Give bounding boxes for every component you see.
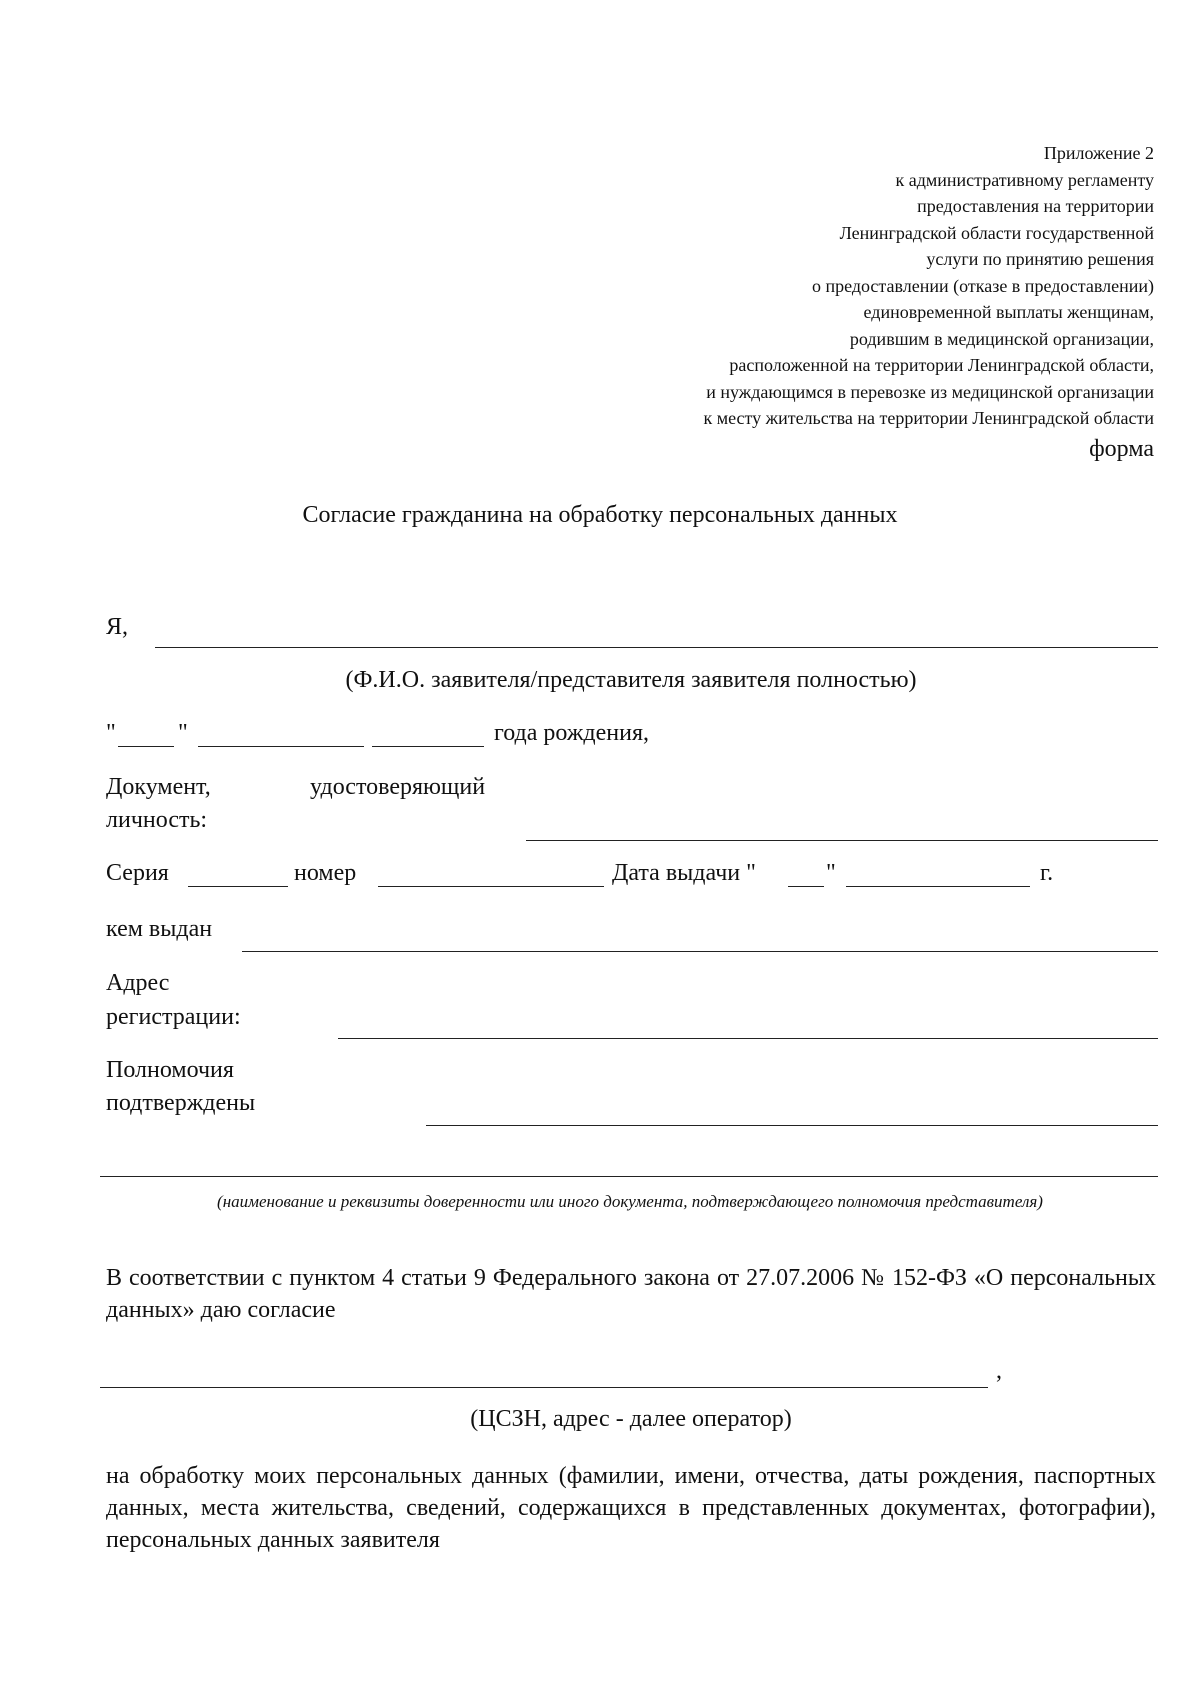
address-label-1: Адрес — [106, 970, 170, 996]
appendix-line: предоставления на территории — [917, 196, 1154, 216]
issued-by-input-line[interactable] — [242, 951, 1158, 952]
form-label: форма — [1089, 435, 1154, 462]
birth-day-line[interactable] — [118, 746, 174, 747]
law-paragraph: В соответствии с пунктом 4 статьи 9 Федерального закона от 27.07.2006 № 152-ФЗ «О персональных данных» даю согласие — [106, 1265, 1156, 1323]
appendix-header — [514, 140, 1154, 464]
doc-label-3: личность: — [106, 807, 208, 833]
birth-suffix: года рождения, — [494, 720, 649, 746]
series-label: Серия — [106, 860, 169, 886]
doc-input-line[interactable] — [526, 840, 1158, 841]
powers-doc-input-line[interactable] — [100, 1176, 1158, 1177]
powers-label-1: Полномочия — [106, 1057, 234, 1083]
series-input-line[interactable] — [188, 886, 288, 887]
birth-quote-close: " — [178, 720, 188, 746]
address-input-line[interactable] — [338, 1038, 1158, 1039]
issue-month-year-line[interactable] — [846, 886, 1030, 887]
operator-input-line[interactable] — [100, 1387, 988, 1388]
processing-paragraph: на обработку моих персональных данных (фамилии, имени, отчества, даты рождения, паспортных данных, места жительства, сведений, содержащихся в представленных документах, фотографии), персональных данных заявителя — [106, 1463, 1156, 1553]
issue-date-label: Дата выдачи " — [612, 860, 756, 886]
powers-label-2: подтверждены — [106, 1090, 256, 1116]
appendix-line: расположенной на территории Ленинградской области, — [729, 355, 1154, 375]
fio-input-line[interactable] — [155, 647, 1158, 648]
appendix-line: к месту жительства на территории Ленинградской области — [703, 408, 1154, 428]
appendix-line: родившим в медицинской организации, — [849, 328, 1154, 349]
issue-quote-close: " — [826, 860, 836, 886]
powers-input-line[interactable] — [426, 1125, 1158, 1126]
appendix-line: Ленинградской области государственной — [839, 222, 1154, 243]
number-input-line[interactable] — [378, 886, 604, 887]
birth-quote-open: " — [106, 720, 116, 746]
ya-label: Я, — [106, 614, 129, 640]
birth-year-line[interactable] — [372, 746, 484, 747]
address-label-2: регистрации: — [106, 1004, 241, 1030]
powers-note: (наименование и реквизиты доверенности или иного документа, подтверждающего полномочия представителя) — [217, 1192, 1043, 1211]
appendix-line: и нуждающимся в перевозке из медицинской организации — [706, 381, 1154, 402]
operator-caption: (ЦСЗН, адрес - далее оператор) — [470, 1406, 792, 1432]
operator-comma: , — [996, 1358, 1002, 1384]
fio-caption: (Ф.И.О. заявителя/представителя заявителя полностью) — [345, 667, 917, 693]
appendix-line: о предоставлении (отказе в предоставлении) — [811, 275, 1154, 296]
doc-label-2: удостоверяющий — [310, 774, 486, 800]
issued-by-label: кем выдан — [106, 916, 213, 942]
appendix-line: к административному регламенту — [895, 169, 1154, 190]
appendix-line: единовременной выплаты женщинам, — [863, 302, 1154, 322]
appendix-line: услуги по принятию решения — [926, 249, 1154, 269]
year-suffix: г. — [1040, 860, 1054, 886]
issue-day-line[interactable] — [788, 886, 824, 887]
doc-label-1: Документ, — [106, 774, 211, 800]
appendix-line: Приложение 2 — [1043, 143, 1154, 163]
birth-month-line[interactable] — [198, 746, 364, 747]
document-title: Согласие гражданина на обработку персональных данных — [302, 502, 898, 528]
number-label: номер — [294, 860, 357, 886]
